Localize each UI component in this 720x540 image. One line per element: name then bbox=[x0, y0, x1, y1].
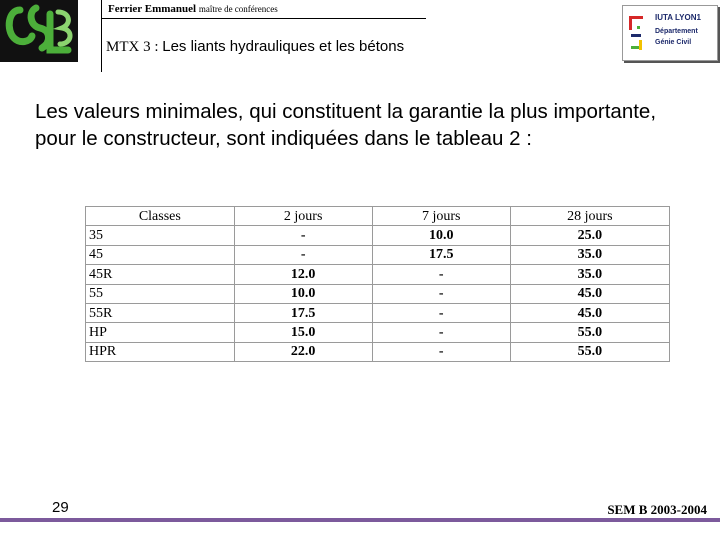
cell-28-days: 35.0 bbox=[510, 265, 669, 284]
cell-2-days: 10.0 bbox=[234, 284, 372, 303]
table-row bbox=[86, 342, 670, 361]
cell-2-days: 15.0 bbox=[234, 323, 372, 342]
iuta-logo bbox=[622, 5, 718, 61]
cell-class: 45 bbox=[86, 245, 235, 264]
header-7-days: 7 jours bbox=[372, 207, 510, 226]
cell-class: 55R bbox=[86, 303, 235, 322]
cell-class: HPR bbox=[86, 342, 235, 361]
course-name: Les liants hydrauliques et les bétons bbox=[162, 38, 405, 55]
table-header-row bbox=[86, 207, 670, 226]
header-horizontal-divider bbox=[101, 18, 426, 19]
table-row bbox=[86, 245, 670, 264]
header-vertical-divider bbox=[101, 0, 102, 72]
cell-7-days: - bbox=[372, 265, 510, 284]
course-title bbox=[106, 38, 404, 56]
page-number: 29 bbox=[52, 499, 69, 516]
ucbl-logo-mark bbox=[0, 0, 78, 62]
cell-28-days: 35.0 bbox=[510, 245, 669, 264]
cell-class: HP bbox=[86, 323, 235, 342]
header-classes: Classes bbox=[86, 207, 235, 226]
iuta-logo-line1: IUTA LYON1 bbox=[655, 13, 701, 22]
cell-7-days: - bbox=[372, 284, 510, 303]
cell-7-days: - bbox=[372, 342, 510, 361]
cell-2-days: 12.0 bbox=[234, 265, 372, 284]
author-name: Ferrier Emmanuel bbox=[108, 3, 197, 15]
header-28-days: 28 jours bbox=[510, 207, 669, 226]
table-row bbox=[86, 303, 670, 322]
cell-28-days: 45.0 bbox=[510, 284, 669, 303]
table-row bbox=[86, 265, 670, 284]
cell-7-days: - bbox=[372, 323, 510, 342]
table-row bbox=[86, 284, 670, 303]
cell-7-days: 17.5 bbox=[372, 245, 510, 264]
cell-class: 45R bbox=[86, 265, 235, 284]
cell-28-days: 25.0 bbox=[510, 226, 669, 245]
cell-28-days: 55.0 bbox=[510, 342, 669, 361]
iuta-logo-mark bbox=[627, 12, 649, 52]
intro-paragraph: Les valeurs minimales, qui constituent la garantie la plus importante, pour le constructeur, sont indiquées dans le tableau 2 : bbox=[35, 100, 657, 150]
cell-7-days: 10.0 bbox=[372, 226, 510, 245]
cell-class: 35 bbox=[86, 226, 235, 245]
header-2-days: 2 jours bbox=[234, 207, 372, 226]
cell-class: 55 bbox=[86, 284, 235, 303]
author-line bbox=[108, 3, 278, 15]
table-row bbox=[86, 226, 670, 245]
cell-2-days: - bbox=[234, 245, 372, 264]
cell-2-days: 17.5 bbox=[234, 303, 372, 322]
cell-2-days: 22.0 bbox=[234, 342, 372, 361]
author-role: maître de conférences bbox=[198, 4, 278, 14]
cell-2-days: - bbox=[234, 226, 372, 245]
table-row bbox=[86, 323, 670, 342]
cell-28-days: 45.0 bbox=[510, 303, 669, 322]
footer-label: SEM B 2003-2004 bbox=[607, 502, 707, 517]
iuta-logo-line3: Génie Civil bbox=[655, 39, 692, 46]
strength-table bbox=[85, 206, 670, 362]
course-code: MTX 3 : bbox=[106, 39, 163, 55]
bottom-bar bbox=[0, 518, 720, 522]
iuta-logo-line2: Département bbox=[655, 28, 698, 35]
cell-28-days: 55.0 bbox=[510, 323, 669, 342]
cell-7-days: - bbox=[372, 303, 510, 322]
ucbl-logo bbox=[0, 0, 78, 62]
